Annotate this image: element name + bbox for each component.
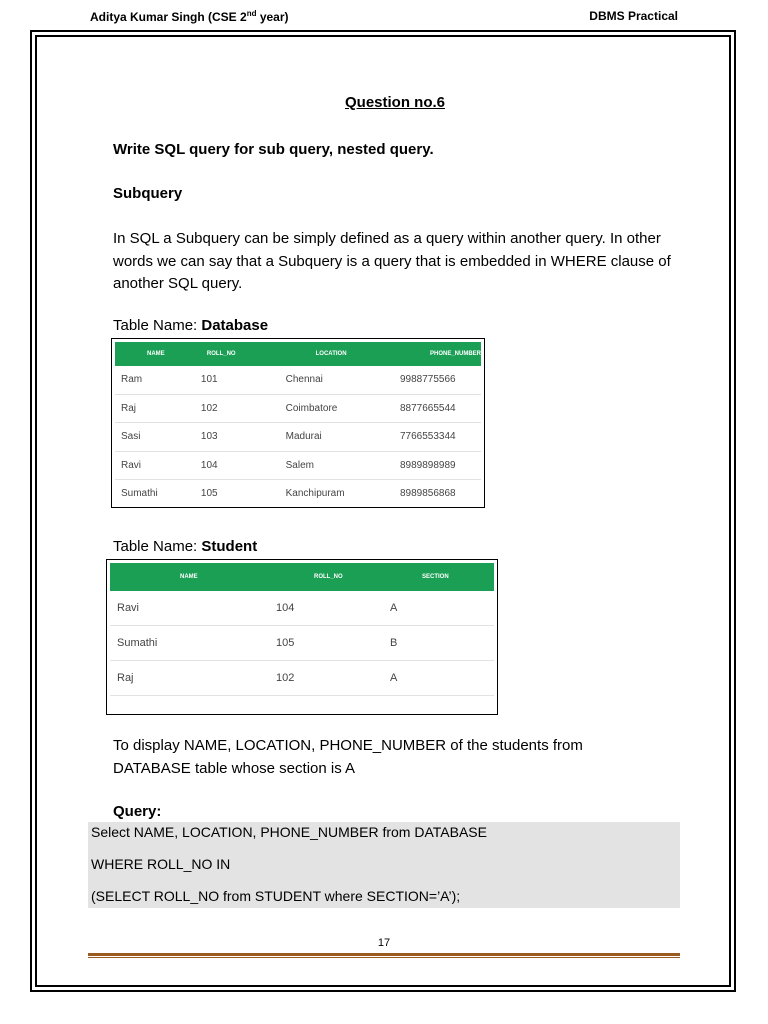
question-title: Question no.6	[344, 94, 445, 111]
header-author: Aditya Kumar Singh (CSE 2nd year)	[90, 9, 289, 24]
database-table	[111, 338, 485, 508]
header-subject: DBMS Practical	[589, 9, 678, 23]
table-row	[115, 423, 481, 452]
table-cell: Raj	[115, 394, 199, 423]
table-header: NAME	[115, 342, 199, 366]
table-cell: A	[384, 591, 494, 626]
table-cell: 101	[199, 366, 280, 394]
table-cell: 102	[270, 661, 384, 696]
table-header: LOCATION	[280, 342, 394, 366]
query-label: Query:	[113, 803, 162, 820]
query-line-1: Select NAME, LOCATION, PHONE_NUMBER from DATABASE	[91, 824, 487, 840]
table-cell: Chennai	[280, 366, 394, 394]
table-cell: Salem	[280, 451, 394, 480]
table-cell: 102	[199, 394, 280, 423]
table-row	[115, 366, 481, 394]
task-text: Write SQL query for sub query, nested query.	[113, 141, 434, 158]
table-row	[110, 626, 494, 661]
query-line-3: (SELECT ROLL_NO from STUDENT where SECTION=’A’);	[91, 888, 461, 904]
table-header: PHONE_NUMBER	[394, 342, 481, 366]
table-cell: 104	[199, 451, 280, 480]
table-header: ROLL_NO	[270, 563, 384, 591]
table-cell: Madurai	[280, 423, 394, 452]
table-cell: 105	[200, 488, 218, 500]
table-cell: 103	[199, 423, 280, 452]
footer-rule	[88, 953, 680, 956]
description-line-2: DATABASE table whose section is A	[113, 760, 356, 777]
table-cell: B	[384, 626, 494, 661]
table-row	[115, 394, 481, 423]
description-line-1: To display NAME, LOCATION, PHONE_NUMBER of the students from	[113, 737, 583, 754]
table-cell: 8877665544	[394, 394, 481, 423]
table-header: NAME	[110, 563, 270, 591]
table-cell: 8989856868	[399, 488, 456, 500]
table-row	[110, 661, 494, 696]
table-cell: Sumathi	[110, 626, 270, 661]
table-header: SECTION	[384, 563, 494, 591]
table-cell: 9988775566	[394, 366, 481, 394]
table-cell: Ravi	[110, 591, 270, 626]
table-row	[110, 591, 494, 626]
query-line-2: WHERE ROLL_NO IN	[91, 856, 231, 872]
table-cell: Raj	[110, 661, 270, 696]
table-cell: 8989898989	[394, 451, 481, 480]
table-cell: Ram	[115, 366, 199, 394]
table-cell: 7766553344	[394, 423, 481, 452]
table-cell: Sumathi	[121, 488, 158, 500]
table-cell: 105	[270, 626, 384, 661]
table1-caption: Table Name: Database	[113, 317, 269, 334]
table-cell: 104	[270, 591, 384, 626]
table-cell: A	[384, 661, 494, 696]
table-cell: Kanchipuram	[285, 488, 345, 500]
table-row	[115, 451, 481, 480]
table-cell: Sasi	[115, 423, 199, 452]
table-row	[115, 480, 481, 508]
footer-rule-thin	[88, 957, 680, 958]
table2-caption: Table Name: Student	[113, 538, 258, 555]
subquery-paragraph: In SQL a Subquery can be simply defined as a query within another query. In other words we can say that a Subquery is a query that is embedded in WHERE clause of another SQL query.	[113, 230, 671, 292]
student-table	[106, 559, 498, 715]
table-cell: Ravi	[115, 451, 199, 480]
table-cell: Coimbatore	[280, 394, 394, 423]
page-number: 17	[377, 937, 391, 949]
table-header: ROLL_NO	[199, 342, 280, 366]
section-heading: Subquery	[113, 185, 183, 202]
